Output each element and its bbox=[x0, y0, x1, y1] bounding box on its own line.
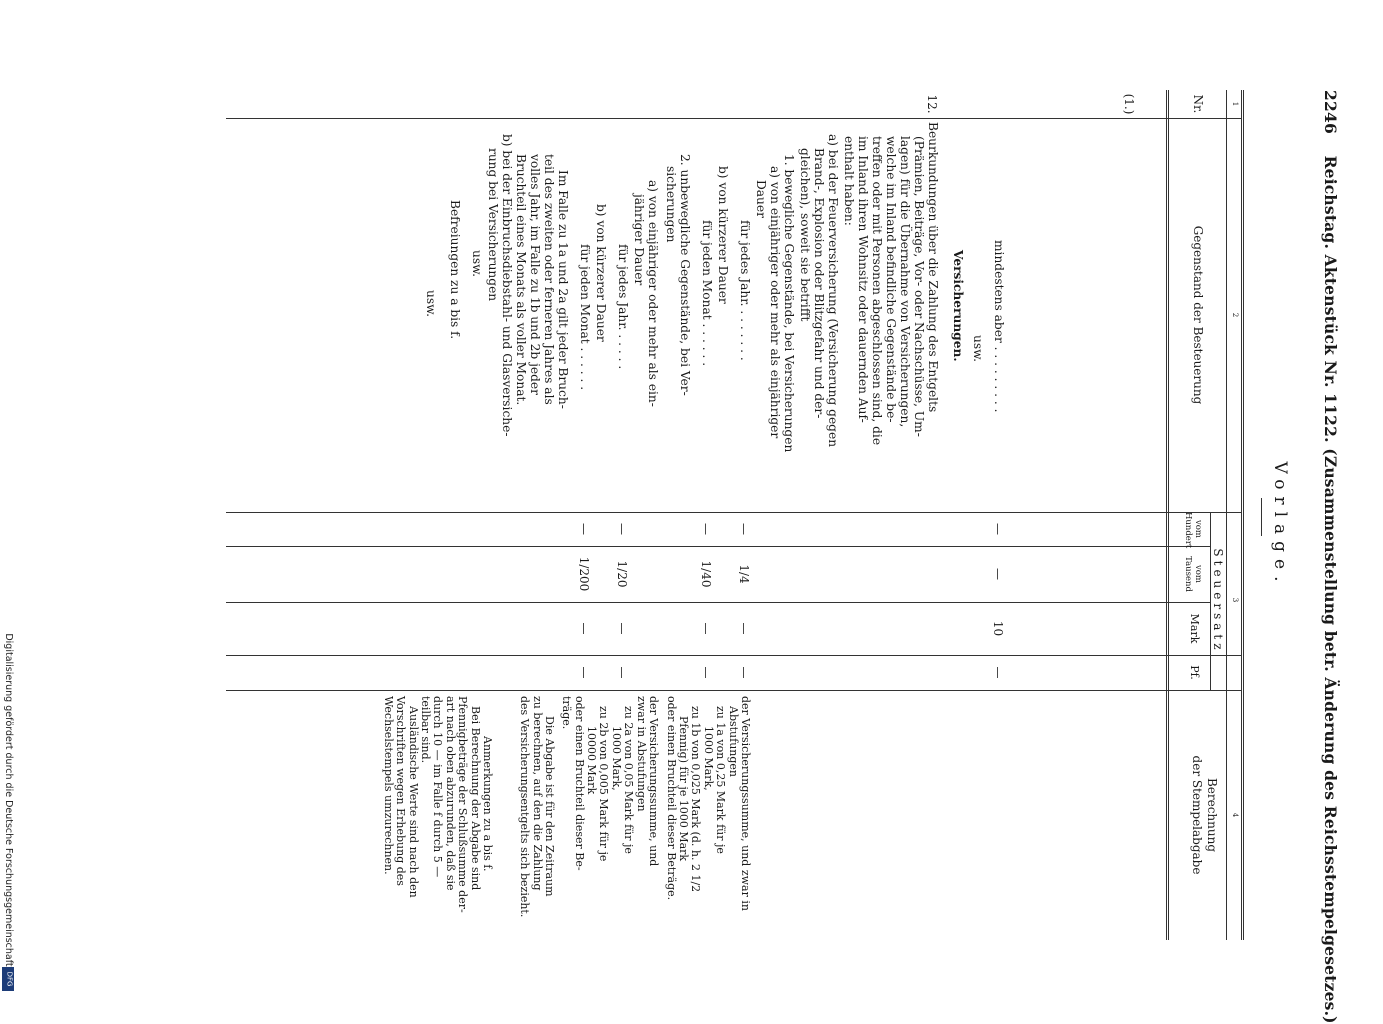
rate-dash: — bbox=[699, 523, 713, 535]
col-divider bbox=[226, 118, 1241, 119]
rate-dash: — bbox=[991, 666, 1005, 679]
row12-line: für jeden Monat . . . . . . bbox=[578, 244, 592, 391]
dfg-logo: DFG bbox=[2, 967, 14, 991]
nr-header: Nr. bbox=[1191, 94, 1205, 114]
document-page bbox=[225, 90, 1340, 1024]
row12-line: Befreiungen zu a bis f. bbox=[448, 200, 462, 340]
header-rule bbox=[1166, 90, 1169, 940]
rate-dash: — bbox=[737, 523, 751, 535]
rate-dash: — bbox=[615, 666, 629, 679]
row12-line: gleichen), soweit sie betrifft bbox=[798, 148, 812, 322]
mark-header: Mark bbox=[1188, 613, 1201, 644]
page-title: Reichstag. Aktenstück Nr. 1122. (Zusammenstellung betr. Änderung des Reichsstempelgesetzes.) bbox=[1321, 155, 1340, 1024]
row12-line: a) von einjähriger oder mehr als einjähriger bbox=[768, 166, 782, 439]
row12-line: usw. bbox=[470, 250, 484, 277]
row12-line: Dauer bbox=[754, 180, 768, 218]
row12-line: (Prämien, Beiträge, Vor- oder Nachschüsse, Um- bbox=[912, 136, 926, 437]
row12-line: für jeden Monat . . . . . . bbox=[700, 220, 714, 367]
row12-line: 1. bewegliche Gegenstände, bei Versicherungen bbox=[782, 154, 796, 453]
col-divider bbox=[226, 655, 1241, 656]
rate-dash: — bbox=[577, 666, 591, 679]
row-number: (1.) bbox=[1122, 93, 1136, 115]
mark-value: 10 bbox=[991, 620, 1005, 637]
row12-line: rung bei Versicherungen bbox=[486, 148, 500, 302]
rate-fraction: 1/40 bbox=[699, 560, 713, 588]
tax-table bbox=[226, 90, 1244, 940]
row12-line: im Inland ihren Wohnsitz oder dauernden Auf- bbox=[856, 136, 870, 423]
col-divider bbox=[226, 602, 1211, 603]
column-number: 4 bbox=[1231, 812, 1239, 818]
row12-line: volles Jahr, im Falle zu 1b und 2b jeder bbox=[528, 154, 542, 395]
rate-dash: — bbox=[991, 568, 1005, 580]
row12-line: b) von kürzerer Dauer bbox=[716, 166, 730, 304]
row12-line: Bruchteil eines Monats als voller Monat. bbox=[514, 154, 528, 406]
calc-note-block: Anmerkungen zu a bis f. Bei Berechnung der Abgabe sind Pfennigbeträge der Schlußsumme der- art nach oben abzurunden, daß sie durch 10 — im Falle f durch 5 — teilbar sind. Ausländische Werte sind nach den Vorschriften wegen Erhebung des Wechselstempels umzurechnen. bbox=[381, 696, 494, 913]
row12-line: Im Falle zu 1a und 2a gilt jeder Bruch- bbox=[556, 170, 570, 409]
rate-dash: — bbox=[737, 666, 751, 679]
heading-rule bbox=[1261, 498, 1262, 536]
row12-line: sicherungen bbox=[664, 166, 678, 243]
row12-line: welche im Inland befindliche Gegenstände be- bbox=[884, 136, 898, 423]
document-heading: Vorlage. bbox=[1270, 461, 1290, 589]
column-number: 1 bbox=[1231, 101, 1239, 107]
subject-header: Gegenstand der Besteuerung bbox=[1191, 225, 1205, 405]
rate-dash: — bbox=[699, 622, 713, 635]
rate-dash: — bbox=[577, 523, 591, 535]
row1-usw: usw. bbox=[971, 335, 985, 362]
section-heading: Versicherungen. bbox=[951, 250, 965, 362]
calc-note-block: Die Abgabe ist für den Zeitraum zu berechnen, auf den die Zahlung des Versicherungsentgelts sich bezieht. bbox=[518, 696, 556, 918]
row12-line: jähriger Dauer bbox=[632, 194, 646, 286]
col-divider bbox=[226, 546, 1211, 547]
per-hundred-header: vom Hundert bbox=[1183, 512, 1203, 549]
row1-text: mindestens aber . . . . . . . . . bbox=[992, 240, 1006, 413]
calc-header bbox=[1189, 690, 1219, 940]
rate-fraction: 1/20 bbox=[615, 560, 629, 588]
column-number: 2 bbox=[1231, 312, 1239, 318]
calc-header-line2: der Stempelabgabe bbox=[1190, 755, 1204, 875]
rate-dash: — bbox=[991, 523, 1005, 535]
row12-line: für jedes Jahr. . . . . . . . bbox=[738, 220, 752, 361]
digitization-credit bbox=[2, 610, 14, 990]
row12-line: Brand-, Explosion oder Blitzgefahr und der- bbox=[812, 148, 826, 419]
calc-note-block: der Versicherungssumme, und zwar in Abstufungen zu 2a von 0,05 Mark für je 1000 Mark, zu 2b von 0,005 Mark für je 10000 Mark oder einen Bruchteil dieser Be- träge. bbox=[560, 696, 660, 871]
rate-dash: — bbox=[737, 622, 751, 635]
row12-line: Beurkundungen über die Zahlung des Entgelts bbox=[926, 122, 940, 413]
rate-fraction: 1/200 bbox=[577, 556, 591, 592]
calc-note-block: der Versicherungssumme, und zwar in Abstufungen zu 1a von 0,25 Mark für je 1000 Mark, zu 1b von 0,025 Mark (d. h. 2 1/2 Pfennig) für je 1000 Mark oder einen Bruchteil dieser Beträge. bbox=[664, 696, 752, 911]
row12-line: b) bei der Einbruchsdiebstahl- und Glasversiche- bbox=[500, 134, 514, 437]
per-thousand-header: vom Tausend bbox=[1183, 556, 1203, 592]
row12-line: a) bei der Feuerversicherung (Versicherung gegen bbox=[826, 134, 840, 448]
calc-header-line1: Berechnung bbox=[1205, 777, 1219, 853]
row12-line: für jedes Jahr. . . . . . bbox=[616, 244, 630, 370]
tax-rate-header: Steuersatz bbox=[1211, 548, 1225, 654]
rate-dash: — bbox=[615, 622, 629, 635]
row12-line: 2. unbewegliche Gegenstände, bei Ver- bbox=[678, 154, 692, 396]
rate-fraction: 1/4 bbox=[737, 564, 751, 584]
pf-header: Pf. bbox=[1188, 665, 1201, 680]
row12-line: a) von einjähriger oder mehr als ein- bbox=[646, 180, 660, 407]
header-rule bbox=[1226, 90, 1227, 940]
page-number: 2246 bbox=[1321, 90, 1340, 134]
row12-line: enthalt haben: bbox=[842, 136, 856, 226]
col-divider bbox=[226, 690, 1241, 691]
credit-text: Digitalisierung gefördert durch die Deutsche Forschungsgemeinschaft bbox=[3, 633, 14, 967]
rate-dash: — bbox=[699, 666, 713, 679]
row-number: 12. bbox=[925, 94, 939, 114]
rate-dash: — bbox=[615, 523, 629, 535]
col-divider bbox=[226, 512, 1241, 513]
row12-line: usw. bbox=[424, 290, 438, 317]
row12-line: treffen oder mit Personen abgeschlossen sind, die bbox=[870, 136, 884, 446]
row12-line: lagen) für die Übernahme von Versicherungen, bbox=[898, 136, 912, 428]
row12-line: b) von kürzerer Dauer bbox=[594, 204, 608, 342]
column-number: 3 bbox=[1231, 597, 1239, 603]
rate-dash: — bbox=[577, 622, 591, 635]
row12-line: teil des zweiten oder ferneren Jahres als bbox=[542, 154, 556, 405]
page-header bbox=[1310, 90, 1340, 1024]
